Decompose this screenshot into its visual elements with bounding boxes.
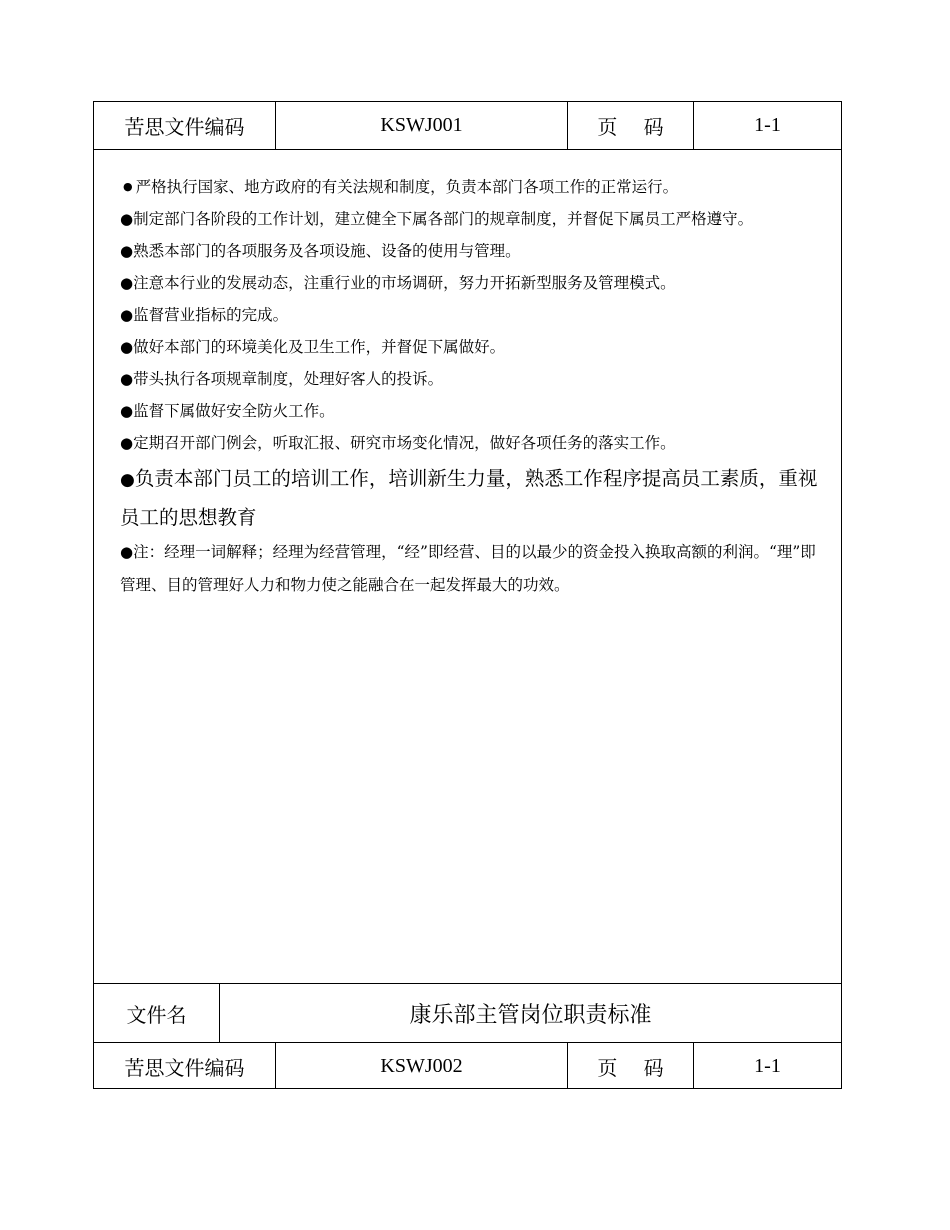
note-item: ●注：经理一词解释；经理为经营管理，“经”即经营、目的以最少的资金投入换取高额的利润。“理”即管理、目的管理好人力和物力使之能融合在一起发挥最大的功效。 [120,543,816,594]
header-row [94,102,841,150]
footer-code-value: KSWJ002 [276,1043,568,1089]
duty-item: ●带头执行各项规章制度，处理好客人的投诉。 [120,370,444,388]
footer-code-label: 苦思文件编码 [94,1043,276,1089]
duty-item: ●定期召开部门例会，听取汇报、研究市场变化情况，做好各项任务的落实工作。 [120,434,676,452]
footer-page-value: 1-1 [754,1054,781,1077]
duty-item: ●制定部门各阶段的工作计划，建立健全下属各部门的规章制度，并督促下属员工严格遵守。 [120,210,754,228]
duty-item: ●监督下属做好安全防火工作。 [120,402,335,420]
footer-page-label: 页 码 [568,1043,694,1089]
duty-list [120,171,820,602]
duty-item: ●做好本部门的环境美化及卫生工作，并督促下属做好。 [120,338,506,356]
bullet-icon: ● [120,470,135,490]
bullet-icon: ● [120,306,134,324]
bullet-icon: ● [123,180,133,193]
bullet-icon: ● [120,338,134,356]
duty-item: ●熟悉本部门的各项服务及各项设施、设备的使用与管理。 [120,242,521,260]
footer-row [94,1043,841,1089]
header-page-label: 页 码 [568,102,694,149]
duty-item: ●负责本部门员工的培训工作，培训新生力量，熟悉工作程序提高员工素质，重视员工的思想教育 [120,467,818,529]
bullet-icon: ● [120,210,134,228]
document-frame [93,101,842,1089]
header-code-label: 苦思文件编码 [94,102,276,149]
bullet-icon: ● [120,242,134,260]
header-page-value: 1-1 [754,114,781,136]
filename-value: 康乐部主管岗位职责标准 [409,1002,652,1028]
bullet-icon: ● [120,274,134,292]
duty-item: ●注意本行业的发展动态，注重行业的市场调研，努力开拓新型服务及管理模式。 [120,274,676,292]
bullet-icon: ● [120,543,134,561]
bullet-icon: ● [120,434,134,452]
header-code-value: KSWJ001 [276,102,568,149]
bullet-icon: ● [120,402,134,420]
bullet-icon: ● [120,370,134,388]
filename-label: 文件名 [94,984,220,1042]
duty-item: ● 严格执行国家、地方政府的有关法规和制度，负责本部门各项工作的正常运行。 [120,171,820,203]
duty-item: ●监督营业指标的完成。 [120,306,289,324]
filename-row [94,983,841,1043]
